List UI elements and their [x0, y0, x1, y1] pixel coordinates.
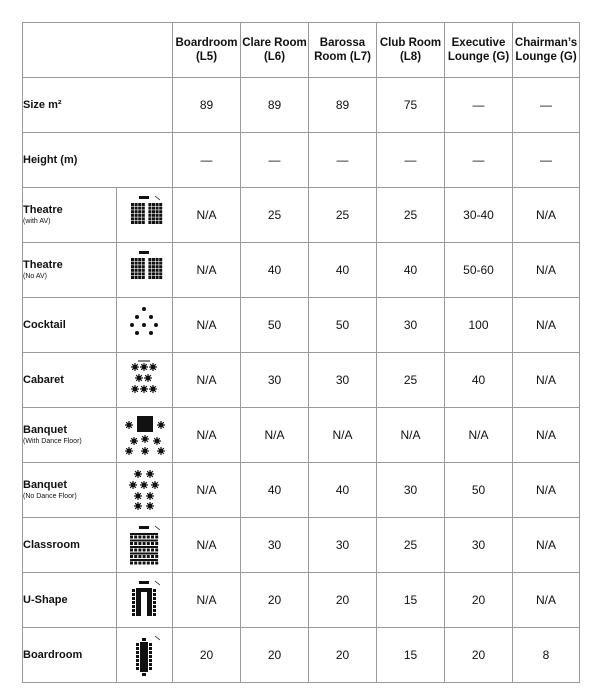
cocktail-layout-icon	[124, 303, 166, 347]
capacity-value: 25	[377, 353, 445, 408]
capacity-value: N/A	[173, 243, 241, 298]
layout-icon-cell	[117, 408, 173, 463]
capacity-value: N/A	[513, 298, 580, 353]
row-label-text: Theatre	[23, 259, 63, 271]
venue-header	[241, 23, 309, 78]
venue-level: (L5)	[195, 51, 218, 63]
row-label	[23, 518, 117, 573]
capacity-value: 30	[309, 353, 377, 408]
row-label-text: Size m²	[23, 99, 62, 111]
venue-header	[513, 23, 580, 78]
capacity-value: 75	[377, 78, 445, 133]
capacity-value: —	[513, 78, 580, 133]
layout-icon-cell	[117, 243, 173, 298]
capacity-value: 40	[241, 463, 309, 518]
row-label	[23, 408, 117, 463]
table-row	[23, 243, 580, 298]
row-label-text: U-Shape	[23, 594, 68, 606]
row-label	[23, 298, 117, 353]
venue-header	[377, 23, 445, 78]
capacity-value: N/A	[513, 188, 580, 243]
venue-name: Barossa	[319, 37, 366, 49]
capacity-value: 15	[377, 573, 445, 628]
table-row	[23, 628, 580, 683]
capacity-value: 30	[309, 518, 377, 573]
capacity-value: 50	[241, 298, 309, 353]
capacity-value: 40	[445, 353, 513, 408]
corner-cell	[23, 23, 173, 78]
capacity-value: 30	[377, 463, 445, 518]
row-label-subtext: (No Dance Floor)	[23, 493, 77, 500]
cabaret-layout-icon	[124, 358, 166, 402]
venue-level: Room (L7)	[314, 51, 371, 63]
table-row	[23, 518, 580, 573]
capacity-value: —	[445, 78, 513, 133]
capacity-value: 40	[241, 243, 309, 298]
capacity-value: 20	[241, 628, 309, 683]
banquet-layout-icon	[124, 468, 166, 512]
venue-name: Clare Room	[242, 37, 307, 49]
capacity-value: N/A	[513, 243, 580, 298]
capacity-value: 30	[377, 298, 445, 353]
row-label-text: Banquet	[23, 479, 67, 491]
capacity-value: 25	[241, 188, 309, 243]
classroom-layout-icon	[124, 523, 166, 567]
capacity-value: N/A	[513, 408, 580, 463]
capacity-value: 15	[377, 628, 445, 683]
capacity-value: N/A	[513, 463, 580, 518]
capacity-value: 89	[173, 78, 241, 133]
boardroom-layout-icon	[124, 633, 166, 677]
table-row	[23, 408, 580, 463]
row-label	[23, 78, 173, 133]
row-label	[23, 573, 117, 628]
venue-name: Club Room	[379, 37, 442, 49]
capacity-value: N/A	[173, 298, 241, 353]
capacity-value: 30	[241, 353, 309, 408]
capacity-value: 50	[445, 463, 513, 518]
venue-level: Lounge (G)	[447, 51, 510, 63]
row-label-text: Boardroom	[23, 649, 83, 661]
row-label-text: Cocktail	[23, 319, 66, 331]
capacity-value: 89	[241, 78, 309, 133]
capacity-value: N/A	[173, 518, 241, 573]
row-label	[23, 243, 117, 298]
capacity-value: —	[173, 133, 241, 188]
capacity-value: 89	[309, 78, 377, 133]
capacity-value: —	[445, 133, 513, 188]
table-row	[23, 298, 580, 353]
venue-name: Executive	[451, 37, 506, 49]
row-label-text: Theatre	[23, 204, 63, 216]
table-row	[23, 133, 580, 188]
capacity-value: N/A	[377, 408, 445, 463]
u-shape-layout-icon	[124, 578, 166, 622]
capacity-value: 30	[241, 518, 309, 573]
layout-icon-cell	[117, 463, 173, 518]
row-label	[23, 463, 117, 518]
capacity-value: N/A	[173, 353, 241, 408]
table-row	[23, 188, 580, 243]
capacity-value: N/A	[173, 463, 241, 518]
capacity-value: 20	[445, 573, 513, 628]
capacity-value: 20	[241, 573, 309, 628]
capacity-table	[22, 22, 580, 683]
row-label	[23, 628, 117, 683]
row-label-text: Cabaret	[23, 374, 64, 386]
capacity-value: 20	[173, 628, 241, 683]
row-label	[23, 188, 117, 243]
capacity-value: N/A	[309, 408, 377, 463]
venue-header	[445, 23, 513, 78]
theatre-av-layout-icon	[124, 193, 166, 237]
venue-level: Lounge (G)	[515, 51, 577, 63]
capacity-value: 40	[309, 243, 377, 298]
layout-icon-cell	[117, 188, 173, 243]
layout-icon-cell	[117, 353, 173, 408]
row-label-text: Banquet	[23, 424, 67, 436]
capacity-value: 25	[377, 188, 445, 243]
capacity-value: N/A	[513, 353, 580, 408]
capacity-value: —	[513, 133, 580, 188]
layout-icon-cell	[117, 518, 173, 573]
capacity-value: 30-40	[445, 188, 513, 243]
venue-name: Boardroom	[175, 37, 238, 49]
banquet-dance-floor-layout-icon	[124, 413, 166, 457]
table-row	[23, 78, 580, 133]
venue-name: Chairman’s	[514, 37, 578, 49]
capacity-value: N/A	[173, 408, 241, 463]
venue-header	[309, 23, 377, 78]
capacity-value: 40	[377, 243, 445, 298]
row-label	[23, 353, 117, 408]
theatre-layout-icon	[124, 248, 166, 292]
capacity-value: 50-60	[445, 243, 513, 298]
capacity-value: N/A	[173, 573, 241, 628]
capacity-value: N/A	[241, 408, 309, 463]
venue-level: (L6)	[263, 51, 286, 63]
capacity-value: 20	[309, 628, 377, 683]
capacity-value: 20	[309, 573, 377, 628]
capacity-value: N/A	[445, 408, 513, 463]
capacity-value: N/A	[173, 188, 241, 243]
table-row	[23, 353, 580, 408]
capacity-value: 20	[445, 628, 513, 683]
capacity-value: 8	[513, 628, 580, 683]
row-label-subtext: (No AV)	[23, 273, 47, 280]
capacity-value: —	[377, 133, 445, 188]
row-label-subtext: (With Dance Floor)	[23, 438, 82, 445]
row-label-text: Classroom	[23, 539, 80, 551]
capacity-value: —	[309, 133, 377, 188]
venue-level: (L8)	[399, 51, 422, 63]
table-row	[23, 573, 580, 628]
capacity-value: —	[241, 133, 309, 188]
layout-icon-cell	[117, 628, 173, 683]
header-row	[23, 23, 580, 78]
capacity-value: 25	[309, 188, 377, 243]
layout-icon-cell	[117, 298, 173, 353]
capacity-value: 100	[445, 298, 513, 353]
table-row	[23, 463, 580, 518]
capacity-value: 25	[377, 518, 445, 573]
capacity-value: N/A	[513, 518, 580, 573]
row-label-subtext: (with AV)	[23, 218, 51, 225]
layout-icon-cell	[117, 573, 173, 628]
venue-header	[173, 23, 241, 78]
capacity-value: 50	[309, 298, 377, 353]
capacity-value: 30	[445, 518, 513, 573]
row-label	[23, 133, 173, 188]
row-label-text: Height (m)	[23, 154, 78, 166]
capacity-value: N/A	[513, 573, 580, 628]
capacity-value: 40	[309, 463, 377, 518]
